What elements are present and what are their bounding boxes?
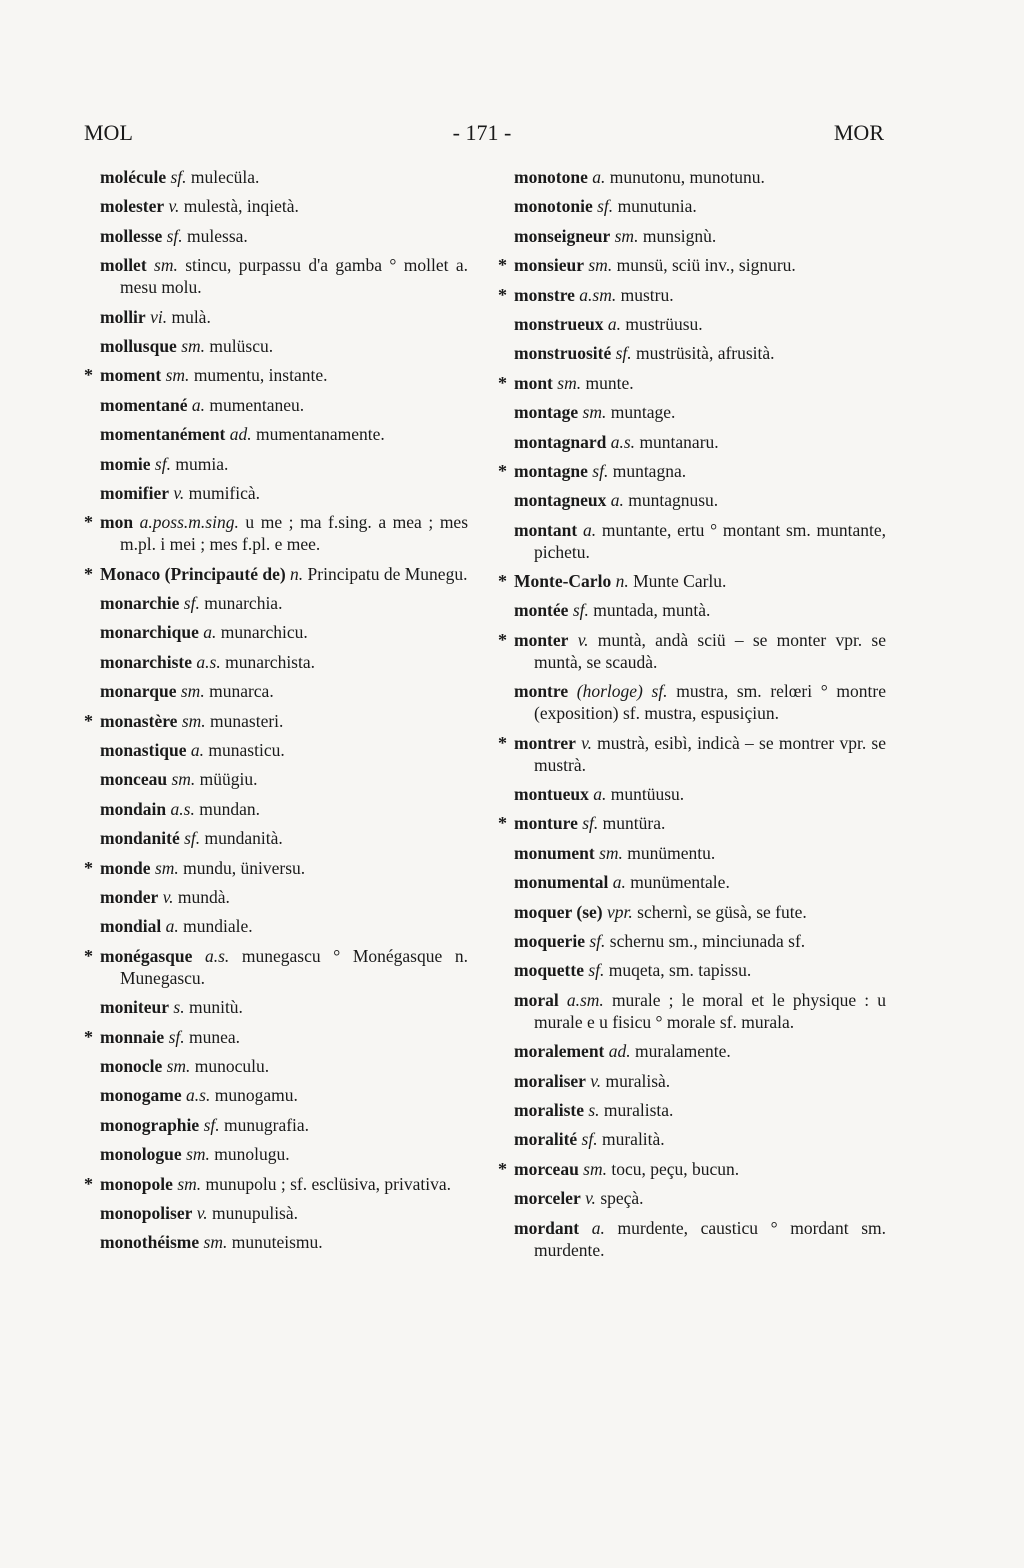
dictionary-entry [100,306,468,328]
dictionary-entry [514,1217,886,1261]
entry-translation: munümentu. [622,842,716,863]
dictionary-entry [514,519,886,563]
entry-translation: speçà. [595,1188,644,1209]
entry-headword: monotone [514,167,588,187]
entry-translation: munümentale. [625,872,730,893]
entry-part-of-speech: sm. [166,1055,191,1076]
entry-headword: monotonie [514,196,593,217]
entry-part-of-speech: a.poss.m.sing. [139,512,239,533]
entry-headword: monarchie [100,593,180,614]
entry-headword: mont [514,372,553,393]
dictionary-entry [514,959,886,981]
entry-translation: munarchicu. [216,622,308,643]
dictionary-entry [100,1114,468,1136]
entry-translation: munogamu. [210,1085,298,1106]
page-header [0,120,1024,150]
entry-part-of-speech: sm. [557,372,582,393]
dictionary-entry [514,460,886,482]
entry-part-of-speech: a. [191,394,205,415]
dictionary-entry [514,284,886,306]
dictionary-entry [100,739,468,761]
entry-translation: mundà. [173,886,230,907]
entry-part-of-speech: a.s. [170,798,195,819]
entry-headword: montant [514,519,578,540]
dictionary-entry [514,431,886,453]
dictionary-entry [100,651,468,673]
entry-headword: morceau [514,1158,579,1179]
entry-translation: muralità. [597,1129,665,1150]
entry-part-of-speech: sm. [203,1232,228,1253]
dictionary-entry [514,1128,886,1150]
entry-part-of-speech: sf. [184,828,201,849]
entry-part-of-speech: v. [585,1188,596,1209]
dictionary-entry [100,394,468,416]
entry-part-of-speech: v. [590,1070,602,1091]
entry-headword: monogame [100,1085,182,1106]
entry-headword: mollet [100,255,147,276]
entry-headword: monumental [514,872,609,893]
entry-part-of-speech: sf. [615,343,632,364]
entry-translation: munsignù. [638,225,717,246]
dictionary-entry [514,1040,886,1062]
dictionary-entry [100,563,468,585]
entry-translation: muralamente. [630,1041,731,1062]
entry-part-of-speech: sf. [597,196,614,217]
entry-part-of-speech: a. [612,872,626,893]
entry-translation: munupolu ; sf. esclüsiva, privativa. [201,1173,451,1194]
entry-headword: mondain [100,798,167,819]
entry-translation: u me ; ma f.sing. a mea ; mes m.pl. i mei ; mes f.pl. e mee. [120,512,469,555]
dictionary-entry [514,1187,886,1209]
entry-translation: schernu sm., minciunada sf. [605,930,806,951]
entry-part-of-speech: sm. [599,842,623,863]
entry-translation: munoculu. [190,1055,270,1076]
entry-part-of-speech: sm. [154,857,179,878]
entry-headword: moquer (se) [514,901,603,922]
entry-part-of-speech: a.s. [610,431,636,452]
entry-translation: mustrüsità, afrusità. [631,343,775,364]
dictionary-entry [100,1026,468,1048]
entry-translation: muralista. [599,1099,674,1120]
dictionary-entry [100,945,468,989]
dictionary-entry [514,195,886,217]
entry-part-of-speech: sf. [183,593,200,614]
entry-translation: murale ; le moral et le physique : u murale e u fisicu ° morale sf. murala. [534,989,886,1032]
entry-part-of-speech: sf. [588,960,605,981]
dictionary-entry [100,423,468,445]
dictionary-entry [100,886,468,908]
entry-part-of-speech: ad. [229,424,252,445]
entry-part-of-speech: sm. [171,769,196,790]
entry-translation: murdente, causticu ° mordant sm. murdente. [534,1217,886,1260]
entry-headword: mondial [100,916,162,937]
dictionary-entry [100,857,468,879]
dictionary-entry [514,489,886,511]
entry-headword: monothéisme [100,1232,200,1253]
entry-translation: mumentu, instante. [189,365,328,386]
entry-translation: mumificà. [184,482,261,503]
entry-part-of-speech: sm. [180,681,205,702]
dictionary-entry [514,599,886,621]
entry-translation: stincu, purpassu d'a gamba ° mollet a. mesu molu. [120,255,468,298]
entry-headword: monarque [100,681,177,702]
entry-headword: monnaie [100,1026,165,1047]
entry-part-of-speech: (horloge) sf. [576,681,668,702]
dictionary-entry [100,915,468,937]
entry-part-of-speech: a. [203,622,217,643]
dictionary-entry [100,996,468,1018]
entry-headword: moquette [514,960,584,981]
entry-translation: mustru. [616,284,674,305]
entry-headword: montrer [514,732,576,753]
dictionary-entry [514,901,886,923]
entry-headword: mollir [100,306,146,327]
entry-headword: morceler [514,1188,581,1209]
dictionary-entry [514,989,886,1033]
entry-headword: moralement [514,1041,605,1062]
entry-headword: momifier [100,482,169,503]
entry-translation: mundiale. [178,916,253,937]
entry-translation: munarchista. [220,651,315,672]
entry-part-of-speech: a. [592,167,606,187]
entry-headword: montre [514,681,569,702]
dictionary-entry [514,812,886,834]
entry-part-of-speech: sf. [203,1114,220,1135]
entry-part-of-speech: s. [588,1099,600,1120]
entry-part-of-speech: v. [581,732,592,753]
dictionary-entry [100,1084,468,1106]
dictionary-entry [514,372,886,394]
entry-headword: montée [514,600,569,621]
entry-part-of-speech: v. [173,482,185,503]
entry-part-of-speech: a. [190,740,205,761]
entry-translation: Principatu de Munegu. [303,563,468,584]
entry-translation: munea. [184,1026,241,1047]
entry-headword: monture [514,813,578,834]
dictionary-entry [100,364,468,386]
entry-translation: munuteismu. [227,1232,323,1253]
entry-translation: munte. [581,372,634,393]
dictionary-entry [100,710,468,732]
entry-headword: moquerie [514,930,585,951]
entry-translation: munegascu ° Monégasque n. Munegascu. [120,945,468,988]
dictionary-entry [100,1231,468,1253]
entry-translation: muntüusu. [606,784,685,805]
entry-translation: munasteri. [205,710,284,731]
entry-part-of-speech: sf. [166,225,183,246]
entry-part-of-speech: sf. [154,453,171,474]
entry-headword: momentanément [100,424,226,445]
entry-headword: moraliser [514,1070,586,1091]
entry-headword: moment [100,365,162,386]
entry-translation: mustra, sm. relœri ° montre (exposition) sf. mustra, espusiçiun. [534,681,886,724]
dictionary-entry [100,827,468,849]
entry-translation: muntanaru. [635,431,719,452]
entry-headword: monde [100,857,151,878]
entry-headword: monastère [100,710,178,731]
entry-headword: monter [514,629,569,650]
dictionary-entry [514,680,886,724]
entry-headword: mondanité [100,828,180,849]
header-right-guideword: MOR [833,120,884,145]
entry-part-of-speech: sm. [186,1144,210,1165]
entry-headword: monsieur [514,255,584,276]
dictionary-entry [514,930,886,952]
entry-part-of-speech: sf. [170,167,187,187]
dictionary-entry [100,621,468,643]
entry-headword: montagneux [514,490,607,511]
entry-translation: muntà, andà sciü – se monter vpr. se muntà, se scaudà. [534,629,887,672]
entry-translation: muntagna. [608,460,687,481]
entry-translation: schernì, se güsà, se fute. [632,901,807,922]
entry-translation: munugrafia. [219,1114,310,1135]
entry-translation: mulestà, inqietà. [179,196,299,217]
entry-part-of-speech: sm. [154,255,178,276]
entry-part-of-speech: v. [577,629,589,650]
entry-part-of-speech: sf. [589,930,606,951]
entry-headword: momie [100,453,151,474]
entry-part-of-speech: v. [168,196,180,217]
dictionary-entry [100,592,468,614]
entry-translation: mumia. [170,453,229,474]
entry-part-of-speech: sf. [168,1026,185,1047]
entry-headword: mollesse [100,225,163,246]
entry-headword: monopole [100,1173,173,1194]
dictionary-entry [100,453,468,475]
entry-translation: mundan. [194,798,260,819]
entry-part-of-speech: a. [607,313,621,334]
dictionary-entry [514,401,886,423]
entry-part-of-speech: a. [610,490,624,511]
entry-part-of-speech: ad. [608,1041,631,1062]
entry-translation: Munte Carlu. [628,571,727,592]
entry-part-of-speech: sm. [177,1173,202,1194]
entry-part-of-speech: n. [290,563,304,584]
dictionary-entry [514,629,886,673]
entry-headword: Monte-Carlo [514,571,612,592]
entry-translation: muntagnusu. [623,490,719,511]
entry-translation: munitù. [184,997,243,1018]
entry-translation: muntüra. [598,813,666,834]
entry-translation: mundu, üniversu. [178,857,306,878]
dictionary-entry [514,1070,886,1092]
entry-part-of-speech: vi. [150,306,168,327]
entry-translation: muntante, ertu ° montant sm. muntante, pichetu. [534,519,886,562]
entry-part-of-speech: a.sm. [566,989,604,1010]
dictionary-entry [100,798,468,820]
dictionary-entry [100,335,468,357]
entry-headword: montueux [514,784,589,805]
dictionary-entry [100,680,468,702]
entry-headword: monument [514,842,595,863]
entry-translation: munarca. [204,681,274,702]
entry-translation: muqeta, sm. tapissu. [604,960,752,981]
entry-translation: muntada, muntà. [588,600,711,621]
dictionary-entry [100,225,468,247]
entry-part-of-speech: sm. [614,225,639,246]
entry-translation: munsü, sciü inv., signuru. [612,255,796,276]
entry-headword: mon [100,512,134,533]
entry-headword: monographie [100,1114,200,1135]
dictionary-entry [514,166,886,188]
header-left-guideword: MOL [84,120,133,145]
entry-headword: monder [100,886,159,907]
entry-headword: monastique [100,740,187,761]
entry-headword: mordant [514,1217,580,1238]
dictionary-entry [100,195,468,217]
entry-part-of-speech: sf. [592,460,609,481]
dictionary-entry [514,842,886,864]
entry-headword: monopoliser [100,1202,193,1223]
entry-part-of-speech: a.s. [196,651,221,672]
entry-headword: moralité [514,1129,578,1150]
entry-headword: molester [100,196,165,217]
dictionary-entry [514,342,886,364]
entry-headword: monologue [100,1144,182,1165]
dictionary-entry [514,1099,886,1121]
entry-part-of-speech: a.s. [204,945,230,966]
entry-headword: molécule [100,167,167,187]
entry-part-of-speech: sm. [165,365,190,386]
entry-headword: monceau [100,769,168,790]
entry-headword: mollusque [100,335,177,356]
dictionary-entry [514,1158,886,1180]
entry-part-of-speech: a. [593,784,607,805]
entry-headword: monarchiste [100,651,193,672]
entry-part-of-speech: sm. [588,255,613,276]
dictionary-entry [514,570,886,592]
entry-translation: munutunia. [613,196,697,217]
left-column [100,166,468,1261]
entry-headword: Monaco (Principauté de) [100,563,286,584]
entry-translation: mustrüusu. [620,313,703,334]
page-number: - 171 - [452,120,512,145]
entry-part-of-speech: v. [196,1202,208,1223]
entry-headword: moraliste [514,1099,584,1120]
entry-part-of-speech: n. [615,571,629,592]
dictionary-entry [100,482,468,504]
entry-part-of-speech: sf. [582,813,599,834]
entry-translation: mundanità. [200,828,283,849]
entry-headword: montagne [514,460,588,481]
entry-headword: monégasque [100,945,193,966]
dictionary-entry [514,732,886,776]
entry-part-of-speech: a. [591,1217,605,1238]
entry-headword: moniteur [100,997,170,1018]
dictionary-entry [100,768,468,790]
dictionary-entry [100,511,468,555]
entry-part-of-speech: a. [165,916,179,937]
entry-headword: monarchique [100,622,199,643]
entry-translation: müügiu. [195,769,258,790]
entry-headword: monseigneur [514,225,611,246]
entry-translation: mustrà, esibì, indicà – se montrer vpr. se mustrà. [534,732,887,775]
entry-translation: tocu, peçu, bucun. [607,1158,740,1179]
entry-translation: mulecüla. [186,167,260,187]
entry-translation: mumentanamente. [251,424,385,445]
entry-headword: moral [514,989,559,1010]
entry-headword: momentané [100,394,188,415]
entry-headword: monocle [100,1055,163,1076]
entry-translation: munupulisà. [207,1202,299,1223]
entry-part-of-speech: sf. [581,1129,598,1150]
entry-headword: montage [514,402,579,423]
dictionary-entry [514,313,886,335]
entry-part-of-speech: v. [162,886,174,907]
dictionary-entry [100,254,468,298]
entry-translation: mumentaneu. [204,394,305,415]
entry-part-of-speech: sm. [583,1158,607,1179]
entry-translation: mulüscu. [205,335,274,356]
entry-translation: munarchia. [199,593,283,614]
dictionary-entry [100,1055,468,1077]
entry-part-of-speech: sm. [582,402,607,423]
entry-headword: montagnard [514,431,607,452]
entry-part-of-speech: vpr. [607,901,633,922]
entry-part-of-speech: s. [173,997,185,1018]
entry-translation: mulà. [167,306,211,327]
entry-translation: mulessa. [182,225,248,246]
dictionary-entry [514,783,886,805]
entry-part-of-speech: sf. [572,600,589,621]
dictionary-entry [100,166,468,188]
entry-translation: munasticu. [204,740,285,761]
dictionary-entry [514,871,886,893]
entry-part-of-speech: sm. [181,335,206,356]
dictionary-entry [100,1202,468,1224]
entry-part-of-speech: a. [582,519,597,540]
entry-translation: muralisà. [601,1070,671,1091]
entry-translation: muntage. [606,402,676,423]
entry-part-of-speech: a.s. [186,1085,211,1106]
entry-headword: monstrueux [514,313,604,334]
dictionary-entry [100,1143,468,1165]
dictionary-entry [514,225,886,247]
dictionary-entry [100,1173,468,1195]
dictionary-entry [514,254,886,276]
entry-headword: monstruosité [514,343,612,364]
entry-part-of-speech: sm. [181,710,206,731]
entry-headword: monstre [514,284,575,305]
entry-part-of-speech: a.sm. [579,284,617,305]
right-column [514,166,886,1268]
entry-translation: munutonu, munotunu. [605,167,765,187]
entry-translation: munolugu. [209,1144,290,1165]
